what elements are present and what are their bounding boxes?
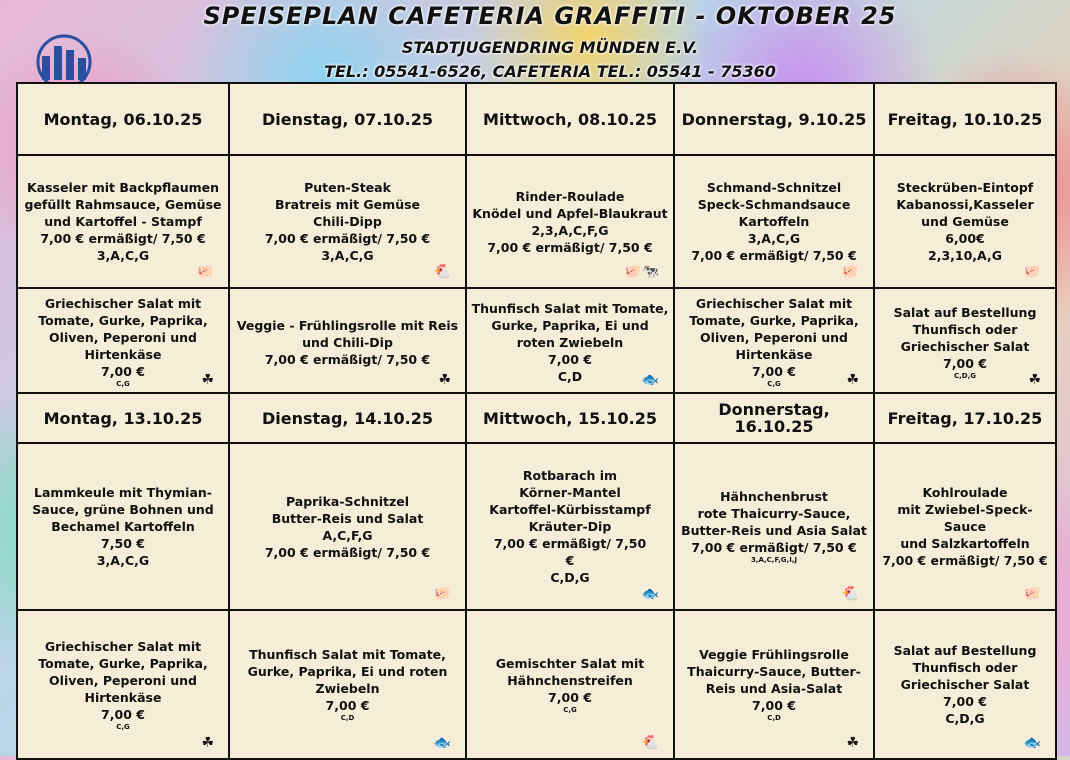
menu-line: Tomate, Gurke, Paprika, (38, 655, 208, 671)
menu-line: Thunfisch oder (912, 660, 1018, 675)
menu-line: Griechischer Salat (900, 677, 1030, 692)
day-header: Mittwoch, 08.10.25 (467, 84, 675, 154)
menu-line: 3,A,C,G (321, 248, 374, 263)
main-dish-cell (675, 444, 875, 609)
menu-line: 3,A,C,G (96, 248, 150, 263)
salad-cell (18, 611, 230, 758)
menu-line: Veggie Frühlingsrolle (699, 647, 849, 662)
week1-day-headers (18, 84, 1055, 156)
week2-salads (18, 611, 1055, 758)
menu-line: 7,00 € (943, 355, 987, 371)
main-dish-cell (875, 444, 1055, 609)
menu-line: 7,00 € ermäßigt/ 7,50 € (882, 553, 1048, 568)
leaf-icon: ☘ (846, 735, 859, 751)
menu-line: 7,00 € ermäßigt/ 7,50 € (487, 239, 653, 255)
menu-line: Hähnchenbrust (720, 489, 828, 504)
contact-phones: TEL.: 05541-6526, CAFETERIA TEL.: 05541 - 75360 (324, 62, 776, 81)
pig-icon: 🐖 (1023, 264, 1041, 280)
salad-cell (18, 289, 230, 395)
menu-line: Hirtenkäse (84, 347, 162, 362)
menu-line: Thunfisch Salat mit Tomate, (249, 647, 446, 662)
main-dish-cell (467, 156, 675, 287)
pig-icon: 🐖 (196, 264, 214, 280)
day-header: Dienstag, 14.10.25 (230, 394, 467, 442)
week2-menu-table (16, 392, 1057, 760)
menu-line: Schmand-Schnitzel (706, 180, 842, 195)
menu-line: und Kartoffel - Stampf (44, 214, 202, 229)
menu-line: C,D,G (945, 711, 985, 726)
menu-line: Bratreis mit Gemüse (274, 197, 421, 212)
day-header: Donnerstag, 16.10.25 (675, 394, 875, 442)
menu-line: Hirtenkäse (735, 347, 813, 362)
organization-name: STADTJUGENDRING MÜNDEN E.V. (401, 38, 699, 57)
pig-icon: 🐖 (841, 264, 859, 280)
menu-line: 6,00€ (945, 231, 985, 246)
menu-line: Gemischter Salat mit (495, 655, 645, 671)
main-dish-cell (467, 444, 675, 609)
allergen-codes: C,G (116, 380, 130, 388)
pig-icon: 🐖 (1023, 586, 1041, 602)
menu-line: Sauce, grüne Bohnen und (32, 502, 214, 517)
menu-line: Kabanossi,Kasseler (896, 197, 1034, 212)
menu-line: 7,00 € ermäßigt/ 7,50 € (264, 231, 431, 246)
menu-line: 7,00 € (548, 351, 592, 367)
menu-line: Griechischer Salat mit (44, 296, 202, 311)
menu-line: Kartoffeln (738, 214, 810, 229)
menu-line: Oliven, Peperoni und (700, 330, 848, 345)
menu-line: Rinder-Roulade (515, 188, 625, 204)
allergen-codes: C,D (340, 714, 355, 722)
allergen-codes: C,G (563, 705, 577, 714)
allergen-codes: C,G (767, 380, 781, 388)
menu-line: A,C,F,G (322, 527, 373, 543)
menu-line: Butter-Reis und Asia Salat (681, 523, 867, 538)
allergen-codes: C,D,G (953, 371, 976, 380)
menu-line: Oliven, Peperoni und (49, 672, 197, 688)
menu-line: Gurke, Paprika, Ei und (491, 317, 649, 333)
menu-line: Salat auf Bestellung (893, 304, 1037, 320)
week1-menu-table (16, 82, 1057, 397)
chicken-icon: 🐔 (841, 586, 859, 602)
menu-line: Kasseler mit Backpflaumen (26, 180, 220, 195)
fish-icon: 🐟 (433, 735, 451, 751)
day-header: Montag, 13.10.25 (18, 394, 230, 442)
menu-line: Thunfisch oder (912, 321, 1018, 337)
leaf-icon: ☘ (438, 372, 451, 388)
menu-line: Lammkeule mit Thymian- (34, 485, 212, 500)
main-dish-cell (18, 156, 230, 287)
salad-cell (230, 611, 467, 758)
fish-icon: 🐟 (641, 372, 659, 388)
menu-line: 7,00 € ermäßigt/ 7,50 € (691, 248, 857, 263)
menu-line: 7,00 € (752, 364, 796, 379)
salad-cell (875, 611, 1055, 758)
menu-line: Bechamel Kartoffeln (51, 519, 195, 534)
main-dish-cell (230, 156, 467, 287)
menu-line: Hähnchenstreifen (507, 672, 633, 688)
page-header (0, 0, 1070, 84)
menu-line: 7,00 € (752, 698, 796, 713)
allergen-codes: C,G (116, 722, 130, 731)
menu-line: Griechischer Salat mit (44, 638, 202, 654)
menu-line: Knödel und Apfel-Blaukraut (472, 205, 668, 221)
menu-line: und Chili-Dip (302, 334, 393, 350)
menu-line: Oliven, Peperoni und (49, 330, 197, 345)
menu-line: Steckrüben-Eintopf (896, 180, 1034, 195)
menu-line: 7,00 € ermäßigt/ 7,50 (493, 536, 647, 551)
menu-line: 2,3,A,C,F,G (531, 222, 609, 238)
main-dish-cell (675, 156, 875, 287)
menu-line: Griechischer Salat (900, 338, 1030, 354)
leaf-icon: ☘ (1028, 372, 1041, 388)
menu-line: Puten-Steak (304, 180, 391, 195)
day-header: Dienstag, 07.10.25 (230, 84, 467, 154)
menu-line: Zwiebeln (315, 681, 380, 696)
menu-line: Griechischer Salat mit (695, 296, 853, 311)
leaf-icon: ☘ (846, 372, 859, 388)
day-header: Freitag, 17.10.25 (887, 408, 1043, 428)
menu-line: 7,00 € (943, 694, 987, 709)
menu-line: mit Zwiebel-Speck-Sauce (897, 502, 1033, 534)
menu-line: Körner-Mantel (519, 485, 621, 500)
pig-cow-icon: 🐖🐄 (624, 264, 659, 280)
salad-cell (230, 289, 467, 395)
week2-main-dishes (18, 444, 1055, 611)
menu-line: 7,00 € (101, 364, 145, 379)
salad-cell (675, 611, 875, 758)
menu-line: Chili-Dipp (313, 214, 382, 229)
menu-line: und Salzkartoffeln (900, 536, 1030, 551)
menu-line: 3,A,C,G (96, 553, 150, 568)
main-dish-cell (18, 444, 230, 609)
day-header: Mittwoch, 15.10.25 (467, 394, 675, 442)
menu-line: Rotbarach im (522, 468, 618, 483)
menu-line: Kohlroulade (922, 485, 1008, 500)
menu-line: Butter-Reis und Salat (271, 510, 424, 526)
menu-line: C,D (557, 368, 583, 384)
salad-cell (467, 611, 675, 758)
menu-line: Thunfisch Salat mit Tomate, (471, 300, 669, 316)
day-header: Donnerstag, 9.10.25 (675, 84, 875, 154)
menu-line: Veggie - Frühlingsrolle mit Reis (236, 317, 459, 333)
week1-main-dishes (18, 156, 1055, 289)
menu-line: C,D,G (550, 570, 590, 585)
menu-line: Tomate, Gurke, Paprika, (38, 313, 208, 328)
fish-icon: 🐟 (1023, 735, 1041, 751)
menu-line: Salat auf Bestellung (893, 643, 1037, 658)
menu-line: 7,00 € (548, 689, 592, 705)
menu-line: Tomate, Gurke, Paprika, (689, 313, 859, 328)
leaf-icon: ☘ (201, 735, 214, 751)
chicken-icon: 🐔 (433, 264, 451, 280)
menu-line: Reis und Asia-Salat (705, 681, 843, 696)
menu-line: und Gemüse (921, 214, 1009, 229)
menu-line: 2,3,10,A,G (928, 248, 1002, 263)
menu-line: rote Thaicurry-Sauce, (697, 506, 851, 521)
chicken-icon: 🐔 (641, 735, 659, 751)
menu-line: 7,00 € ermäßigt/ 7,50 € (264, 351, 431, 367)
menu-line: roten Zwiebeln (516, 334, 624, 350)
menu-line: 3,A,C,G (747, 231, 801, 246)
day-header: Freitag, 10.10.25 (887, 109, 1043, 129)
menu-line: Thaicurry-Sauce, Butter- (687, 664, 861, 679)
menu-line: Kartoffel-Kürbisstampf (489, 502, 651, 517)
leaf-icon: ☘ (201, 372, 214, 388)
menu-line: € (565, 553, 575, 568)
page-title: SPEISEPLAN CAFETERIA GRAFFITI - OKTOBER 25 (203, 2, 897, 30)
menu-line: 7,00 € (325, 698, 370, 713)
allergen-codes: 3,A,C,F,G,I,J (750, 556, 798, 564)
menu-line: gefüllt Rahmsauce, Gemüse (24, 197, 222, 212)
salad-cell (467, 289, 675, 395)
main-dish-cell (230, 444, 467, 609)
fish-icon: 🐟 (641, 586, 659, 602)
salad-cell (875, 289, 1055, 395)
allergen-codes: C,D (767, 714, 781, 722)
menu-line: Hirtenkäse (84, 689, 162, 705)
day-header: Montag, 06.10.25 (18, 84, 230, 154)
menu-line: 7,00 € ermäßigt/ 7,50 € (264, 544, 431, 560)
menu-line: Paprika-Schnitzel (285, 493, 410, 509)
menu-line: Gurke, Paprika, Ei und roten (247, 664, 448, 679)
menu-line: 7,00 € (101, 706, 145, 722)
menu-line: 7,00 € ermäßigt/ 7,50 € (40, 231, 206, 246)
pig-icon: 🐖 (433, 586, 451, 602)
menu-line: Speck-Schmandsauce (697, 197, 851, 212)
week1-salads (18, 289, 1055, 395)
menu-line: 7,50 € (101, 536, 145, 551)
salad-cell (675, 289, 875, 395)
main-dish-cell (875, 156, 1055, 287)
week2-day-headers (18, 394, 1055, 444)
menu-line: 7,00 € ermäßigt/ 7,50 € (691, 540, 857, 555)
menu-line: Kräuter-Dip (528, 519, 612, 534)
